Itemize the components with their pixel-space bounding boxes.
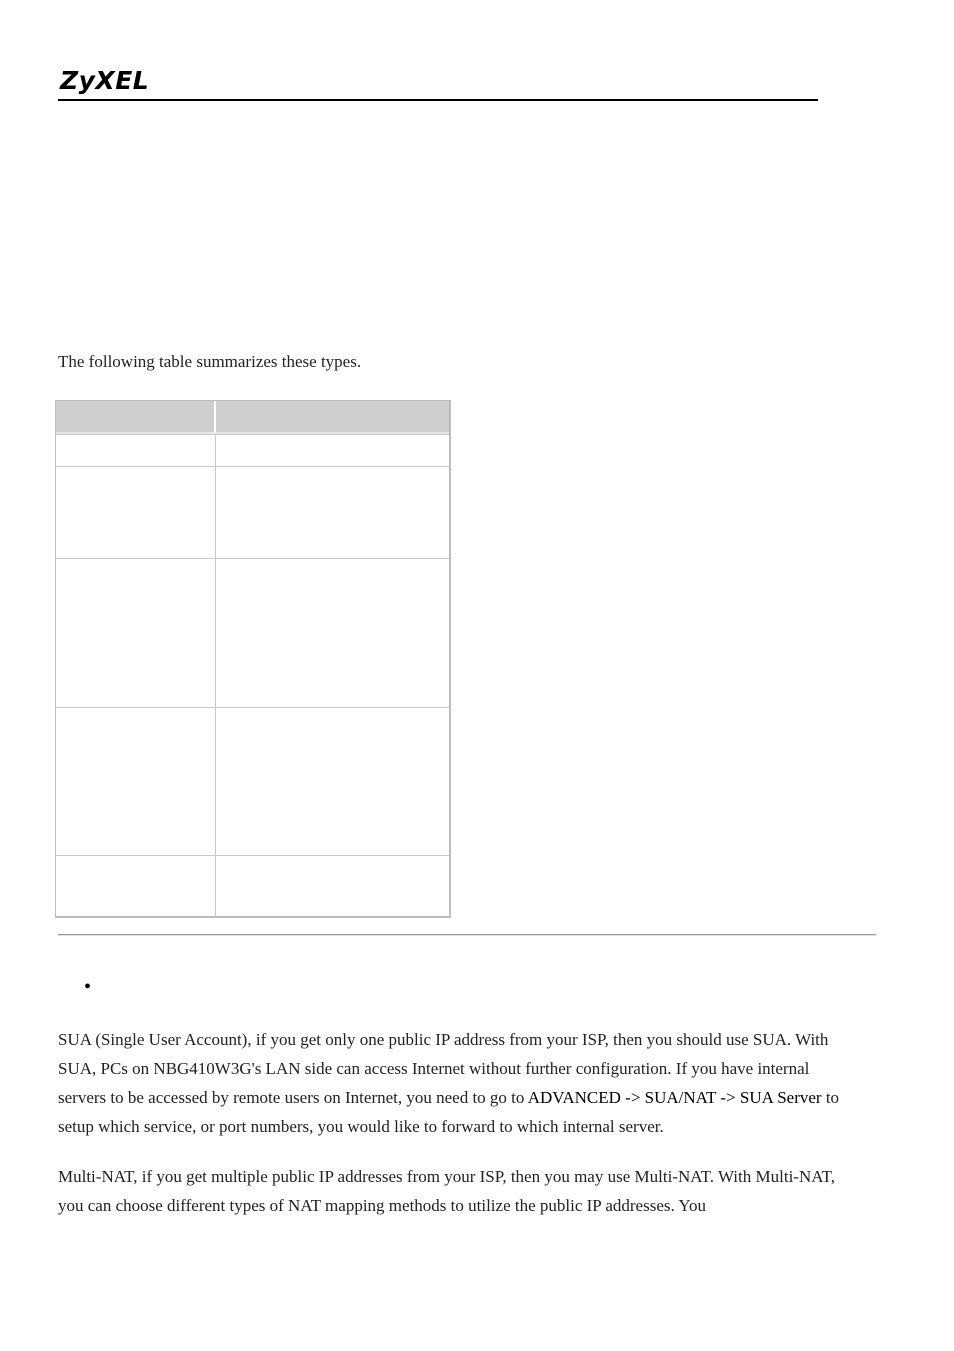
sua-server-menu-path: ADVANCED -> SUA/NAT -> SUA Server [527, 1088, 822, 1107]
table-row [56, 707, 449, 855]
table-cell [56, 558, 216, 707]
table-header-cell [216, 401, 449, 434]
table-cell [216, 558, 449, 707]
table-cell [216, 707, 449, 855]
sua-paragraph-text: SUA (Single User Account), if you get only one public IP address from your ISP, then you should use SUA. With SUA, PCs on NBG410W3G's LAN side can access Internet without further configuration. If you have internal servers to be accessed by remote users on Internet, you need to go to [58, 1030, 829, 1107]
sua-paragraph [58, 1025, 858, 1141]
table-cell [56, 707, 216, 855]
table-header-row [56, 401, 449, 434]
table-cell [216, 855, 449, 916]
header-rule [58, 99, 818, 101]
zyxel-logo: ZyXEL [60, 66, 150, 95]
sua-paragraph-text-end: to setup which service, or port numbers, you would like to forward to which internal server. [58, 1088, 840, 1136]
table-cell [56, 434, 216, 466]
table-row [56, 434, 449, 466]
table-row [56, 466, 449, 558]
table-row [56, 558, 449, 707]
table-cell [56, 466, 216, 558]
multi-nat-paragraph: Multi-NAT, if you get multiple public IP addresses from your ISP, then you may use Multi-NAT. With Multi-NAT, you can choose different types of NAT mapping methods to utilize the public IP addresses. You [58, 1167, 835, 1215]
table-row [56, 855, 449, 916]
section-divider [58, 934, 876, 936]
nat-types-table [55, 400, 451, 918]
table-cell [216, 466, 449, 558]
bullet-point: • [84, 976, 92, 998]
table-intro-text: The following table summarizes these types. [58, 352, 362, 371]
table-cell [56, 855, 216, 916]
table-cell [216, 434, 449, 466]
table-header-cell [56, 401, 216, 434]
